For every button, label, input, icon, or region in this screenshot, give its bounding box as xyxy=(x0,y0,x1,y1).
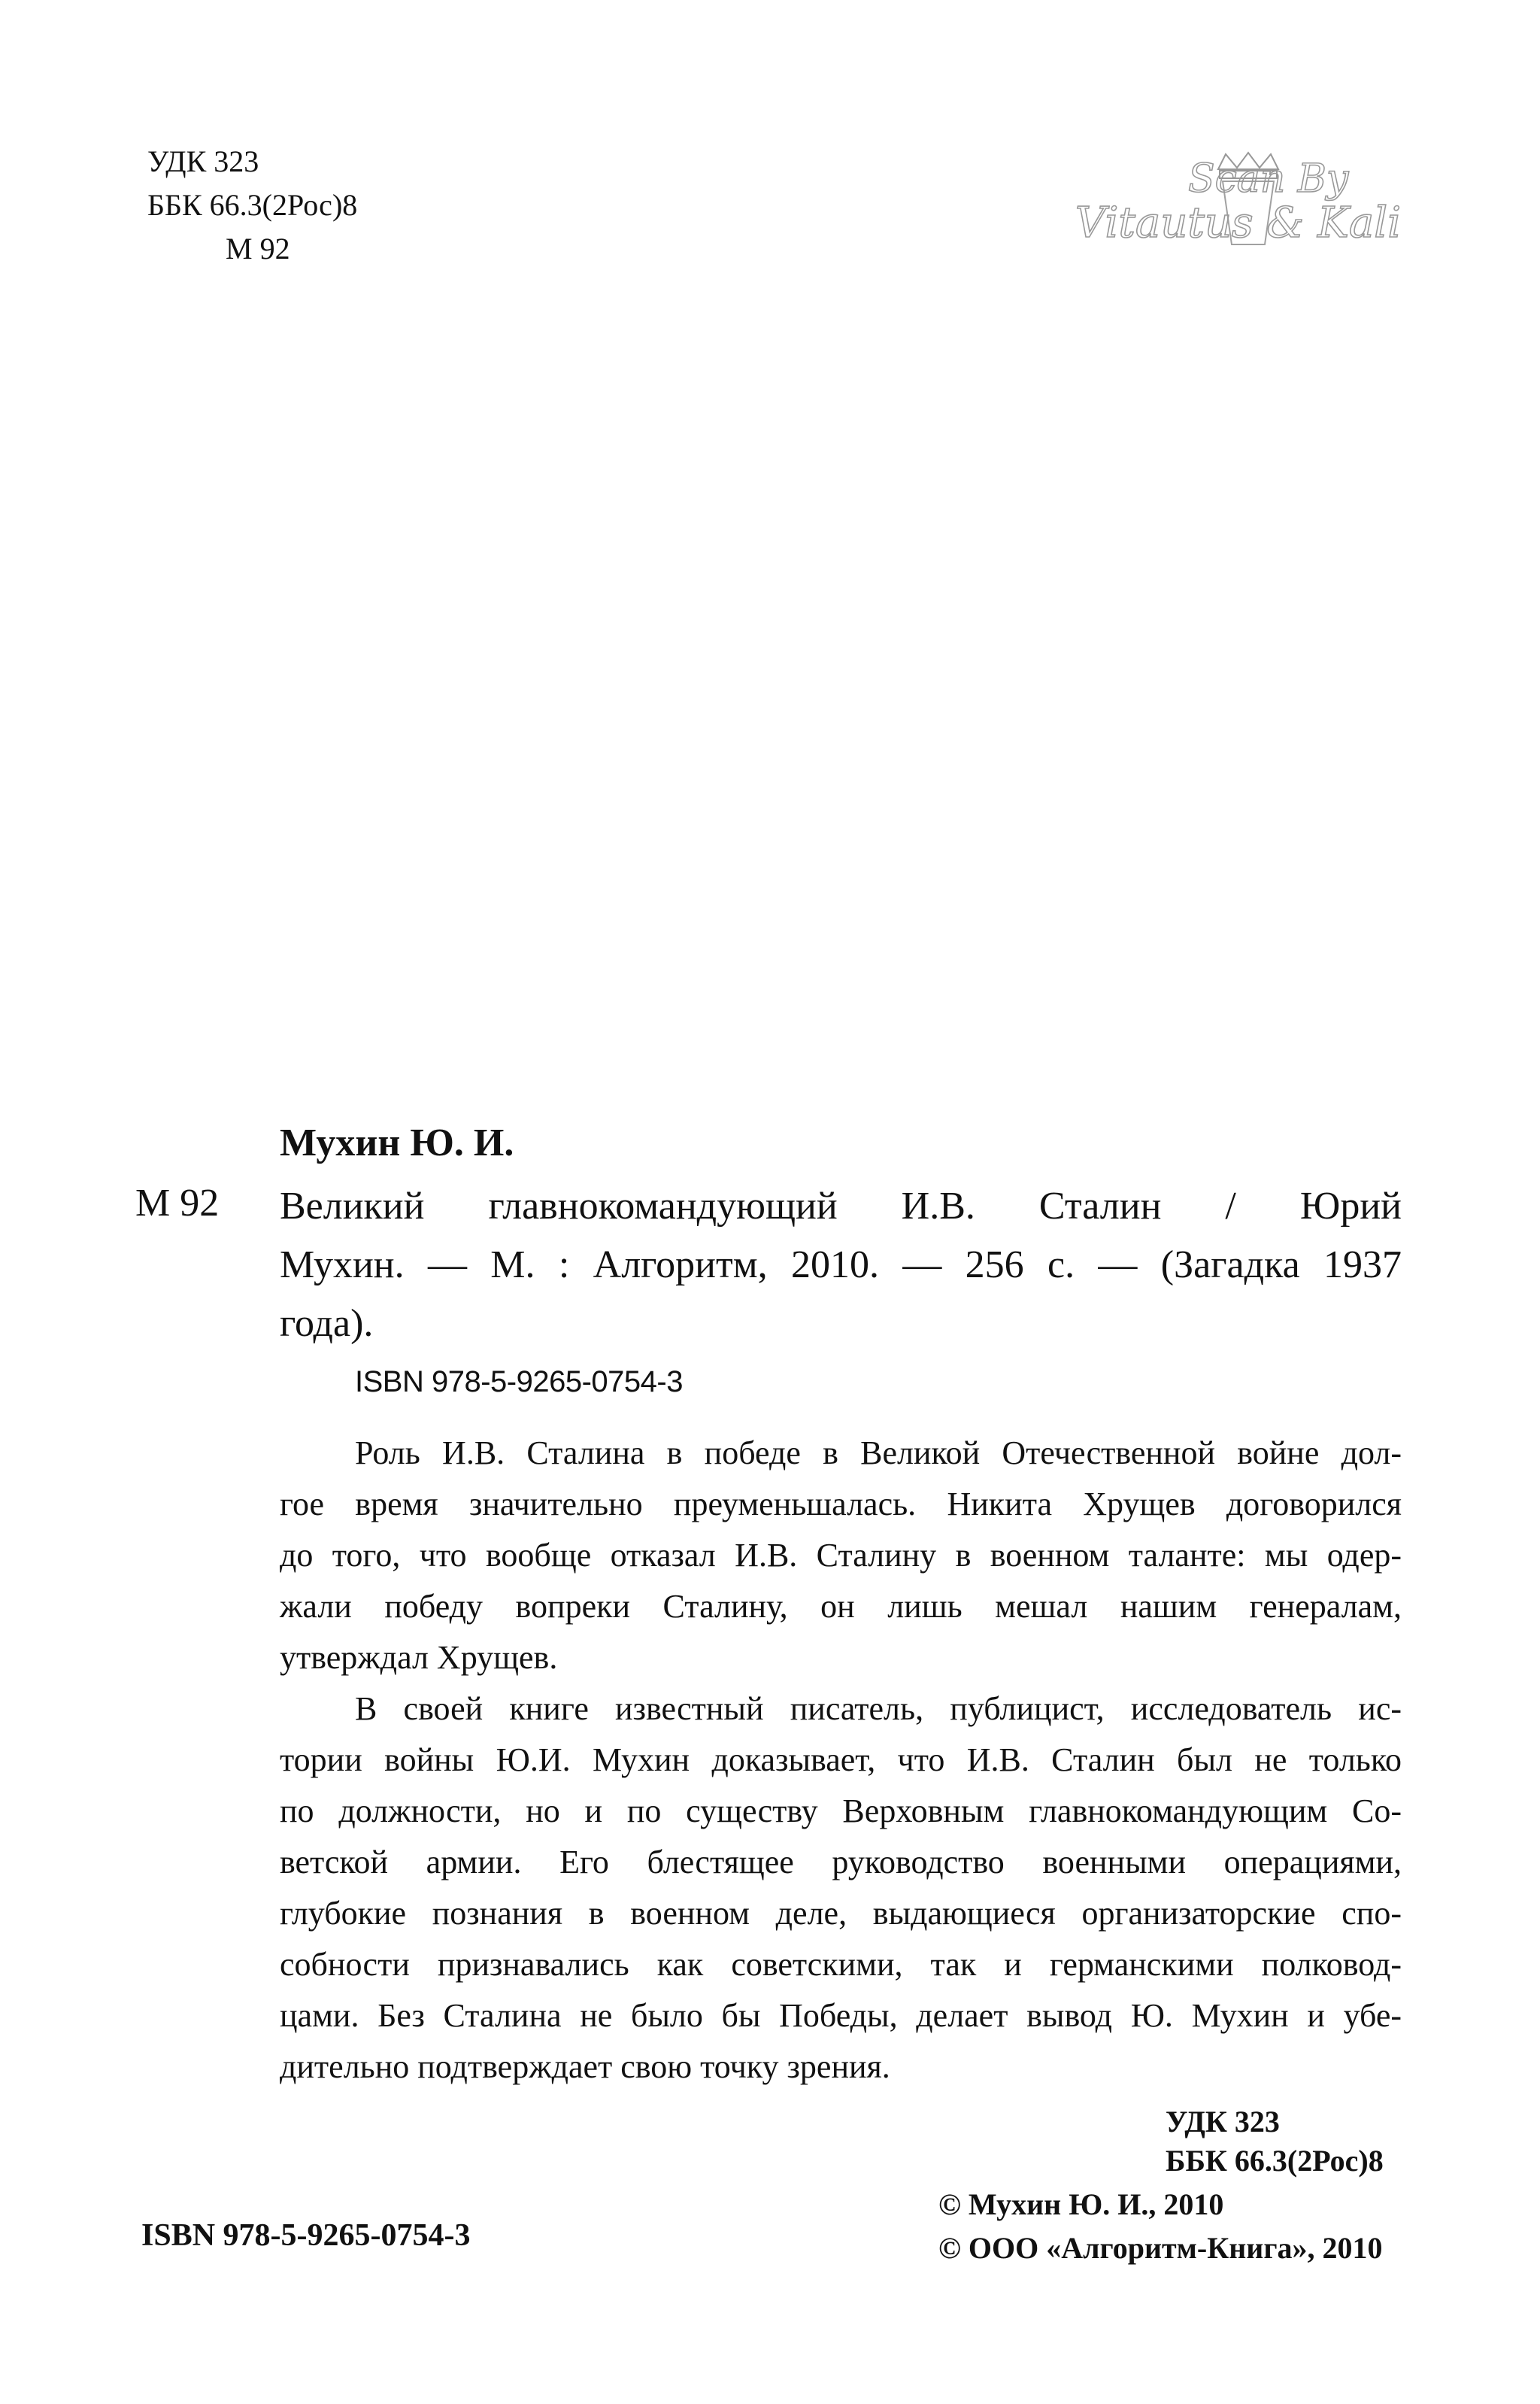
annotation-line: по должности, но и по существу Верховным главнокомандующим Со- xyxy=(280,1792,1402,1829)
annotation-line: В своей книге известный писатель, публицист, исследователь ис- xyxy=(355,1690,1402,1727)
annotation-paragraph-2 xyxy=(280,1683,1402,2093)
watermark-line2: Vitautus & Kali xyxy=(1075,199,1402,247)
author-name: Мухин Ю. И. xyxy=(280,1122,514,1164)
annotation-line: до того, что вообще отказал И.В. Сталину в военном таланте: мы одер- xyxy=(280,1537,1402,1574)
bbk-code: ББК 66.3(2Рос)8 xyxy=(147,188,358,222)
annotation-line: жали победу вопреки Сталину, он лишь мешал нашим генералам, xyxy=(280,1588,1402,1625)
scan-watermark xyxy=(1075,139,1406,282)
bbk-code-bottom: ББК 66.3(2Рос)8 xyxy=(1166,2144,1384,2178)
watermark-line1: Scan By xyxy=(1188,156,1349,202)
annotation-line: гое время значительно преуменьшалась. Никита Хрущев договорился xyxy=(280,1486,1402,1522)
shelf-mark: М 92 xyxy=(135,1182,220,1225)
annotation-line: тории войны Ю.И. Мухин доказывает, что И.В. Сталин был не только xyxy=(280,1741,1402,1778)
copyright-publisher: © ООО «Алгоритм-Книга», 2010 xyxy=(938,2231,1383,2265)
biblio-line: Великий главнокомандующий И.В. Сталин / Юрий xyxy=(280,1185,1402,1228)
biblio-line: года). xyxy=(280,1302,374,1345)
udk-code-bottom: УДК 323 xyxy=(1166,2105,1280,2138)
udk-code: УДК 323 xyxy=(147,144,259,178)
annotation-line: дительно подтверждает свою точку зрения. xyxy=(280,2048,890,2085)
watermark-graphic xyxy=(1075,139,1406,282)
isbn-entry: ISBN 978-5-9265-0754-3 xyxy=(355,1365,683,1398)
author-mark: М 92 xyxy=(226,232,290,266)
annotation-line: утверждал Хрущев. xyxy=(280,1639,558,1676)
annotation-paragraph-1 xyxy=(280,1428,1402,1683)
copyright-author: © Мухин Ю. И., 2010 xyxy=(938,2187,1224,2221)
bibliographic-entry xyxy=(280,1177,1402,1353)
annotation-line: глубокие познания в военном деле, выдающиеся организаторские спо- xyxy=(280,1895,1402,1932)
biblio-line: Мухин. — М. : Алгоритм, 2010. — 256 с. — (Загадка 1937 xyxy=(280,1243,1402,1286)
isbn-footer: ISBN 978-5-9265-0754-3 xyxy=(141,2218,471,2253)
annotation-line: цами. Без Сталина не было бы Победы, делает вывод Ю. Мухин и убе- xyxy=(280,1997,1402,2034)
annotation-line: ветской армии. Его блестящее руководство военными операциями, xyxy=(280,1844,1402,1880)
annotation-line: Роль И.В. Сталина в победе в Великой Отечественной войне дол- xyxy=(355,1434,1402,1471)
annotation-line: собности признавались как советскими, так и германскими полковод- xyxy=(280,1946,1402,1983)
